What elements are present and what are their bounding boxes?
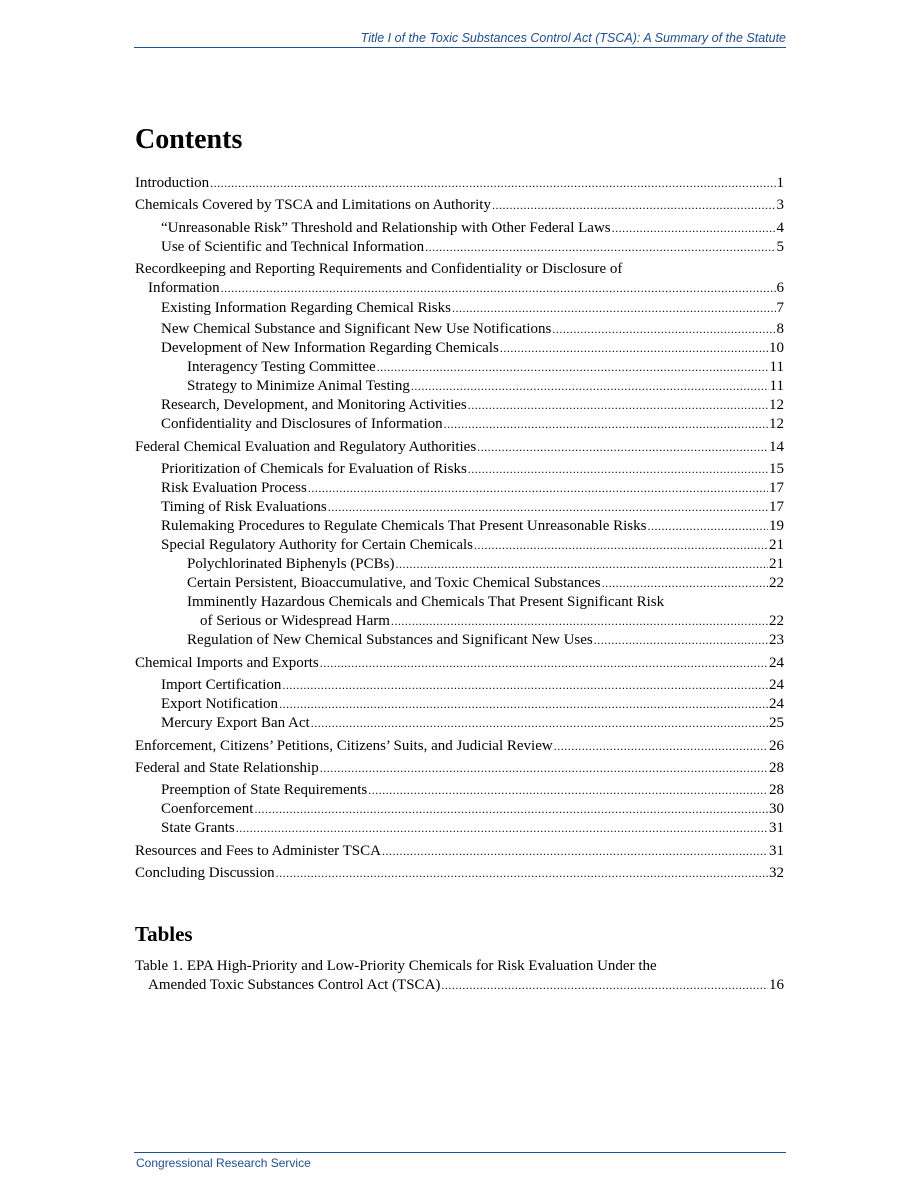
dot-leader xyxy=(425,238,775,257)
toc-entry-page: 17 xyxy=(769,480,784,496)
toc-entry[interactable] xyxy=(135,396,784,415)
toc-entry[interactable] xyxy=(135,460,784,479)
toc-entry-page: 4 xyxy=(776,220,784,236)
toc-entry[interactable] xyxy=(135,479,784,498)
toc-entry[interactable] xyxy=(135,864,784,883)
toc-entry-page: 22 xyxy=(769,613,784,629)
toc-entry[interactable] xyxy=(135,593,784,631)
tables-title: Tables xyxy=(135,922,193,946)
toc-entry-title: Interagency Testing Committee xyxy=(187,359,376,375)
toc-entry-page: 32 xyxy=(769,865,784,881)
toc-entry[interactable] xyxy=(135,517,784,536)
dot-leader xyxy=(282,676,768,695)
dot-leader xyxy=(602,574,768,593)
dot-leader xyxy=(391,612,768,631)
toc-entry-page: 28 xyxy=(769,760,784,776)
toc-entry[interactable] xyxy=(135,714,784,733)
toc-entry[interactable] xyxy=(135,654,784,673)
toc-entry-title: Table 1. EPA High-Priority and Low-Priority Chemicals for Risk Evaluation Under the xyxy=(135,958,657,974)
dot-leader xyxy=(382,842,768,861)
toc-entry-page: 11 xyxy=(769,359,784,375)
toc-entry-page: 19 xyxy=(769,518,784,534)
dot-leader xyxy=(594,631,768,650)
dot-leader xyxy=(554,737,768,756)
toc-entry-title: Chemicals Covered by TSCA and Limitations on Authority xyxy=(135,197,491,213)
toc-entry-title: Use of Scientific and Technical Information xyxy=(161,239,425,255)
toc-entry[interactable] xyxy=(135,574,784,593)
toc-entry[interactable] xyxy=(135,320,784,339)
dot-leader xyxy=(311,714,768,733)
toc-entry-page: 26 xyxy=(769,738,784,754)
toc-entry-title: Confidentiality and Disclosures of Information xyxy=(161,416,443,432)
dot-leader xyxy=(210,174,775,193)
toc-entry[interactable] xyxy=(135,555,784,574)
toc-entry-title: Certain Persistent, Bioaccumulative, and Toxic Chemical Substances xyxy=(187,575,601,591)
toc-entry-title: Export Notification xyxy=(161,696,279,712)
toc-entry[interactable] xyxy=(135,339,784,358)
toc-entry[interactable] xyxy=(135,536,784,555)
toc-entry[interactable] xyxy=(135,196,784,215)
toc-entry-title: Imminently Hazardous Chemicals and Chemicals That Present Significant Risk xyxy=(187,594,665,610)
toc-entry-title: Preemption of State Requirements xyxy=(161,782,368,798)
toc-entry-title: Recordkeeping and Reporting Requirements and Confidentiality or Disclosure of xyxy=(135,261,623,277)
footer-rule xyxy=(134,1152,786,1153)
toc-entry-page: 15 xyxy=(769,461,784,477)
toc-entry-page: 21 xyxy=(769,556,784,572)
toc-entry-page: 7 xyxy=(776,300,784,316)
toc-entry-page: 12 xyxy=(769,416,784,432)
toc-entry-page: 1 xyxy=(776,175,784,191)
toc-entry[interactable] xyxy=(135,238,784,257)
toc-entry[interactable] xyxy=(135,415,784,434)
toc-entry[interactable] xyxy=(135,631,784,650)
toc-entry-title: Enforcement, Citizens’ Petitions, Citizens’ Suits, and Judicial Review xyxy=(135,738,553,754)
toc-entry[interactable] xyxy=(135,800,784,819)
toc-entry-title: Strategy to Minimize Animal Testing xyxy=(187,378,410,394)
toc-entry[interactable] xyxy=(135,498,784,517)
dot-leader xyxy=(612,219,776,238)
toc-entry-title: Federal Chemical Evaluation and Regulatory Authorities xyxy=(135,439,477,455)
toc-entry-page: 23 xyxy=(769,632,784,648)
toc-entry[interactable] xyxy=(135,377,784,396)
dot-leader xyxy=(468,396,768,415)
toc-entry-page: 30 xyxy=(769,801,784,817)
toc-entry-page: 16 xyxy=(769,977,784,993)
toc-entry[interactable] xyxy=(135,819,784,838)
toc-entry-title: Amended Toxic Substances Control Act (TSCA) xyxy=(148,977,441,993)
toc-entry-title: Information xyxy=(148,280,220,296)
dot-leader xyxy=(452,299,776,318)
toc-entry-page: 5 xyxy=(776,239,784,255)
toc-entry-page: 6 xyxy=(776,280,784,296)
dot-leader xyxy=(308,479,768,498)
toc-entry[interactable] xyxy=(135,957,784,995)
dot-leader xyxy=(441,976,768,995)
dot-leader xyxy=(411,377,769,396)
toc-entry-title: of Serious or Widespread Harm xyxy=(200,613,390,629)
dot-leader xyxy=(500,339,768,358)
dot-leader xyxy=(368,781,768,800)
toc-entry[interactable] xyxy=(135,358,784,377)
dot-leader xyxy=(477,438,768,457)
toc-entry[interactable] xyxy=(135,219,784,238)
toc-entry-title: Import Certification xyxy=(161,677,282,693)
toc-entry-title: Existing Information Regarding Chemical Risks xyxy=(161,300,451,316)
toc-entry-page: 11 xyxy=(769,378,784,394)
toc-entry-title: “Unreasonable Risk” Threshold and Relationship with Other Federal Laws xyxy=(161,220,611,236)
dot-leader xyxy=(647,517,768,536)
running-header: Title I of the Toxic Substances Control Act (TSCA): A Summary of the Statute xyxy=(134,31,786,48)
toc-entry-title: New Chemical Substance and Significant New Use Notifications xyxy=(161,321,552,337)
toc-entry-title: Chemical Imports and Exports xyxy=(135,655,319,671)
toc-entry-page: 10 xyxy=(769,340,784,356)
toc-entry-page: 31 xyxy=(769,843,784,859)
toc-entry[interactable] xyxy=(135,174,784,193)
dot-leader xyxy=(221,279,776,298)
toc-entry[interactable] xyxy=(135,842,784,861)
toc-entry[interactable] xyxy=(135,676,784,695)
toc-entry-title: Introduction xyxy=(135,175,210,191)
toc-entry-title: Risk Evaluation Process xyxy=(161,480,307,496)
toc-entry-page: 22 xyxy=(769,575,784,591)
toc-entry-title: Concluding Discussion xyxy=(135,865,275,881)
footer-text: Congressional Research Service xyxy=(136,1156,311,1170)
toc-entry-page: 14 xyxy=(769,439,784,455)
toc-entry-title: Resources and Fees to Administer TSCA xyxy=(135,843,381,859)
dot-leader xyxy=(492,196,776,215)
toc-entry[interactable] xyxy=(135,781,784,800)
dot-leader xyxy=(328,498,768,517)
toc-entry-title: State Grants xyxy=(161,820,235,836)
toc-entry-title: Federal and State Relationship xyxy=(135,760,319,776)
dot-leader xyxy=(552,320,775,339)
toc-entry-page: 12 xyxy=(769,397,784,413)
toc-entry-title: Polychlorinated Biphenyls (PCBs) xyxy=(187,556,395,572)
dot-leader xyxy=(377,358,769,377)
dot-leader xyxy=(474,536,768,555)
dot-leader xyxy=(396,555,769,574)
dot-leader xyxy=(468,460,768,479)
dot-leader xyxy=(320,654,768,673)
dot-leader xyxy=(320,759,768,778)
toc-entry-page: 3 xyxy=(776,197,784,213)
toc-entry-title: Coenforcement xyxy=(161,801,254,817)
toc-entry-page: 28 xyxy=(769,782,784,798)
toc-entry-page: 24 xyxy=(769,696,784,712)
dot-leader xyxy=(236,819,768,838)
toc-entry-page: 25 xyxy=(769,715,784,731)
toc-entry[interactable] xyxy=(135,737,784,756)
contents-title: Contents xyxy=(135,124,243,155)
dot-leader xyxy=(276,864,768,883)
toc-entry-page: 24 xyxy=(769,677,784,693)
toc-entry-title: Rulemaking Procedures to Regulate Chemicals That Present Unreasonable Risks xyxy=(161,518,647,534)
dot-leader xyxy=(444,415,768,434)
toc-entry-page: 8 xyxy=(776,321,784,337)
dot-leader xyxy=(254,800,768,819)
toc-entry-title: Prioritization of Chemicals for Evaluation of Risks xyxy=(161,461,467,477)
toc-entry-page: 21 xyxy=(769,537,784,553)
toc-entry-page: 24 xyxy=(769,655,784,671)
toc-entry-page: 31 xyxy=(769,820,784,836)
toc-entry-title: Special Regulatory Authority for Certain Chemicals xyxy=(161,537,474,553)
toc-entry[interactable] xyxy=(135,695,784,714)
toc-entry[interactable] xyxy=(135,299,784,318)
toc-entry-page: 17 xyxy=(769,499,784,515)
toc-entry-title: Development of New Information Regarding Chemicals xyxy=(161,340,499,356)
toc-entry[interactable] xyxy=(135,438,784,457)
toc-entry-title: Research, Development, and Monitoring Activities xyxy=(161,397,467,413)
toc-entry-title: Mercury Export Ban Act xyxy=(161,715,310,731)
dot-leader xyxy=(279,695,768,714)
toc-entry-title: Timing of Risk Evaluations xyxy=(161,499,327,515)
toc-entry[interactable] xyxy=(135,759,784,778)
toc-entry[interactable] xyxy=(135,260,784,298)
toc-entry-title: Regulation of New Chemical Substances and Significant New Uses xyxy=(187,632,593,648)
